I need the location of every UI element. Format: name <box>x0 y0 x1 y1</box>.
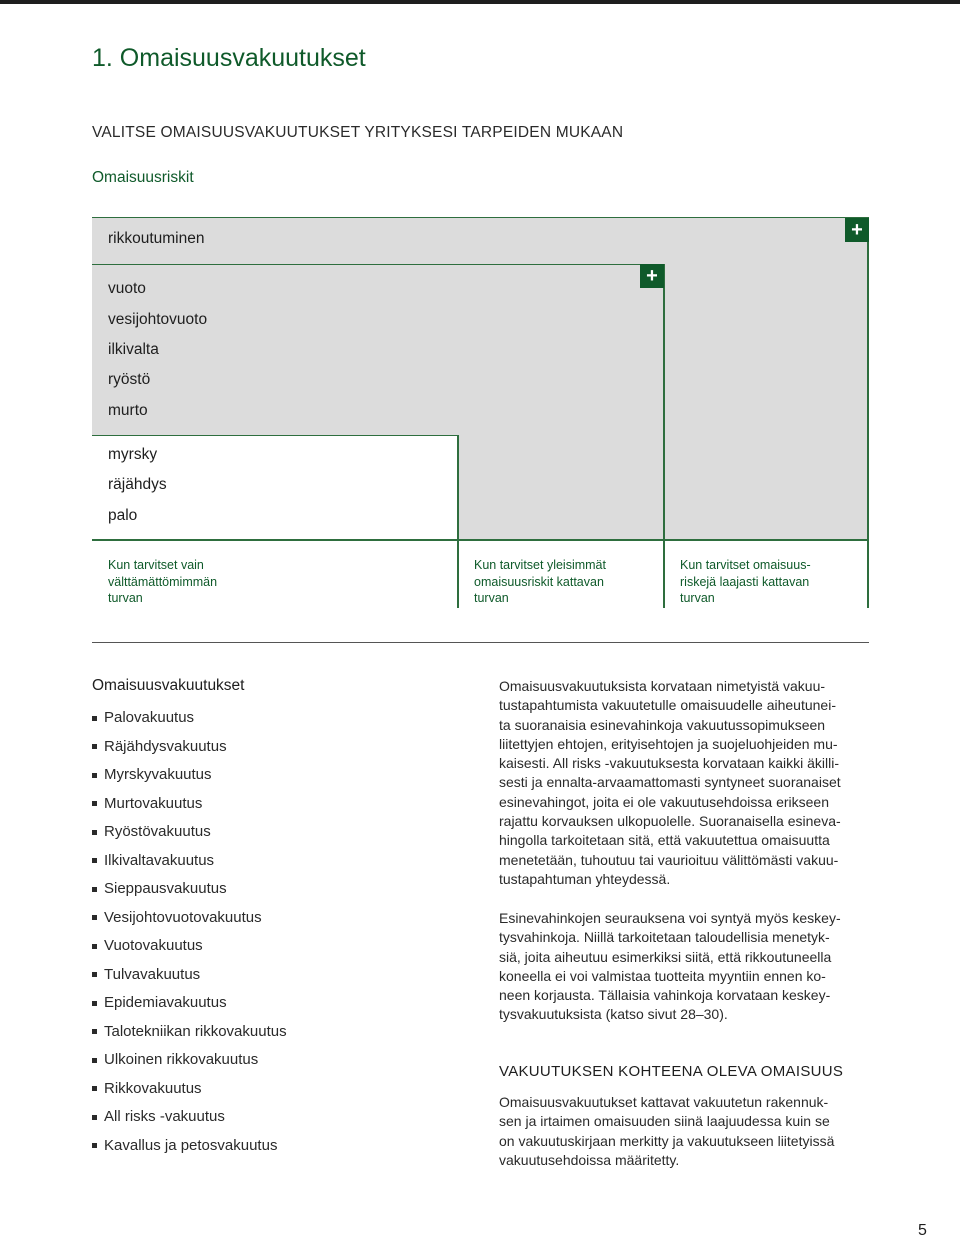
bullet-icon <box>92 1115 97 1120</box>
product-name: Ryöstövakuutus <box>104 823 211 841</box>
text-line: rajattu korvauksen ulkopuolelle. Suoranaisella esineva- <box>499 813 841 830</box>
page-number: 5 <box>918 1222 927 1239</box>
product-list-item <box>92 1103 287 1132</box>
product-name: Myrskyvakuutus <box>104 766 212 784</box>
text-line: esinevahingot, joita ei ole vakuutusehdoissa erikseen <box>499 793 829 810</box>
text-line: tysvakuutuksista (katso sivut 28–30). <box>499 1006 728 1023</box>
product-name: Vuotovakuutus <box>104 937 203 955</box>
bullet-icon <box>92 887 97 892</box>
bullet-icon <box>92 972 97 977</box>
bullet-icon <box>92 1001 97 1006</box>
text-line: kaisesti. All risks -vakuutuksesta korvataan kaikki äkilli- <box>499 755 840 772</box>
risk-item: vuoto <box>108 280 146 297</box>
divider-line <box>92 264 663 265</box>
bullet-icon <box>92 801 97 806</box>
text-line: liitettyjen ehtojen, erityisehtojen ja suojeluohjeiden mu- <box>499 735 838 752</box>
tier-caption-line: riskejä laajasti kattavan <box>680 574 810 589</box>
product-name: Kavallus ja petosvakuutus <box>104 1136 278 1154</box>
tier-caption-line: turvan <box>108 591 143 605</box>
divider-line <box>867 217 869 608</box>
bullet-icon <box>92 915 97 920</box>
text-line: vakuutusehdoissa määritetty. <box>499 1151 680 1168</box>
body-para-2 <box>499 909 869 1025</box>
product-name: Palovakuutus <box>104 709 195 727</box>
section-heading: VAKUUTUKSEN KOHTEENA OLEVA OMAISUUS <box>499 1063 844 1080</box>
product-list-item <box>92 989 287 1018</box>
risk-item: vesijohtovuoto <box>108 311 208 328</box>
text-line: tustapahtuman yhteydessä. <box>499 870 671 887</box>
tier-caption-broad <box>680 557 811 607</box>
text-line: Esinevahinkojen seurauksena voi syntyä myös keskey- <box>499 910 841 926</box>
product-list-item <box>92 1046 287 1075</box>
product-name: Tulvavakuutus <box>104 965 201 983</box>
text-line: sesti ja ennalta-arvaamattomasti syntyneet suoranaiset <box>499 774 841 791</box>
product-list-item <box>92 761 287 790</box>
text-line: ta suoranaisia esinevahinkoja vakuutussopimukseen <box>499 716 826 733</box>
plus-icon: + <box>640 264 664 288</box>
tier-caption-line: Kun tarvitset vain <box>108 558 204 572</box>
divider-line <box>92 539 868 541</box>
product-name: Epidemiavakuutus <box>104 994 227 1012</box>
product-name: Talotekniikan rikkovakuutus <box>104 1022 287 1040</box>
product-name: Murtovakuutus <box>104 794 203 812</box>
text-line: sen ja irtaimen omaisuuden siinä laajuudessa kuin se <box>499 1113 830 1130</box>
text-line: tysvahinkoja. Niillä tarkoitetaan taloudellisia menetyk- <box>499 929 830 946</box>
product-name: Rikkovakuutus <box>104 1079 202 1097</box>
bullet-icon <box>92 773 97 778</box>
bullet-icon <box>92 744 97 749</box>
bullet-icon <box>92 858 97 863</box>
risk-item: palo <box>108 507 138 524</box>
bullet-icon <box>92 1058 97 1063</box>
risk-item: ilkivalta <box>108 341 159 358</box>
bullet-icon <box>92 716 97 721</box>
risk-item: ryöstö <box>108 371 151 388</box>
tier-caption-line: Kun tarvitset omaisuus- <box>680 558 811 572</box>
risk-item: murto <box>108 402 148 419</box>
tier-caption-common <box>474 557 606 607</box>
risk-item: räjähdys <box>108 476 167 493</box>
divider-line <box>92 435 458 436</box>
tier-caption-basic <box>108 557 217 607</box>
tier-caption-line: omaisuusriskit kattavan <box>474 574 604 589</box>
bullet-icon <box>92 830 97 835</box>
page-subtitle: VALITSE OMAISUUSVAKUUTUKSET YRITYKSESI TARPEIDEN MUKAAN <box>92 124 624 141</box>
tier-caption-line: turvan <box>474 591 509 605</box>
text-line: Omaisuusvakuutukset kattavat vakuutetun rakennuk- <box>499 1094 829 1110</box>
tier-caption-line: Kun tarvitset yleisimmät <box>474 558 606 572</box>
page-title: 1. Omaisuusvakuutukset <box>92 44 366 72</box>
body-para-1 <box>499 677 869 889</box>
product-list-item <box>92 847 287 876</box>
section-divider <box>92 642 869 643</box>
divider-line <box>457 435 459 608</box>
product-name: Ulkoinen rikkovakuutus <box>104 1051 259 1069</box>
text-line: on vakuutuskirjaan merkitty ja vakuutukseen liitetyissä <box>499 1132 835 1149</box>
plus-icon: + <box>845 218 869 242</box>
risk-item: rikkoutuminen <box>108 230 205 247</box>
product-name: Räjähdysvakuutus <box>104 737 227 755</box>
section-label: Omaisuusriskit <box>92 169 194 186</box>
product-list-item <box>92 1132 287 1161</box>
divider-line <box>92 217 868 218</box>
text-line: koneella ei voi valmistaa tuotteita myyntiin ennen ko- <box>499 967 826 984</box>
bullet-icon <box>92 1029 97 1034</box>
product-name: Vesijohtovuotovakuutus <box>104 908 262 926</box>
text-line: menetetään, tuhoutuu tai vaurioituu välittömästi vakuu- <box>499 851 839 868</box>
products-list <box>92 704 287 1160</box>
text-line: siä, joita aiheutuu esimerkiksi siitä, että rikkoutuneella <box>499 948 832 965</box>
tier-caption-line: turvan <box>680 591 715 605</box>
text-line: neen korjausta. Tällaisia vahinkoja korvataan keskey- <box>499 987 831 1004</box>
body-para-3 <box>499 1093 869 1170</box>
product-list-item <box>92 875 287 904</box>
bullet-icon <box>92 1086 97 1091</box>
product-list-item <box>92 790 287 819</box>
product-list-item <box>92 1018 287 1047</box>
tier-caption-line: välttämättömimmän <box>108 574 218 589</box>
product-list-item <box>92 932 287 961</box>
bullet-icon <box>92 1143 97 1148</box>
product-list-item <box>92 1075 287 1104</box>
risk-item: myrsky <box>108 446 158 463</box>
product-list-item <box>92 904 287 933</box>
divider-line <box>663 264 665 608</box>
product-list-item <box>92 733 287 762</box>
bullet-icon <box>92 944 97 949</box>
product-name: Ilkivaltavakuutus <box>104 851 215 869</box>
product-list-item <box>92 704 287 733</box>
product-name: Sieppausvakuutus <box>104 880 227 898</box>
text-line: tustapahtumista vakuutetulle omaisuudelle aiheutunei- <box>499 697 836 714</box>
text-line: hingolla tarkoitetaan sitä, että vakuutettua omaisuutta <box>499 832 830 849</box>
text-line: Omaisuusvakuutuksista korvataan nimetyistä vakuu- <box>499 678 826 694</box>
product-list-item <box>92 818 287 847</box>
product-name: All risks -vakuutus <box>104 1108 225 1126</box>
product-list-item <box>92 961 287 990</box>
products-heading: Omaisuusvakuutukset <box>92 677 245 694</box>
